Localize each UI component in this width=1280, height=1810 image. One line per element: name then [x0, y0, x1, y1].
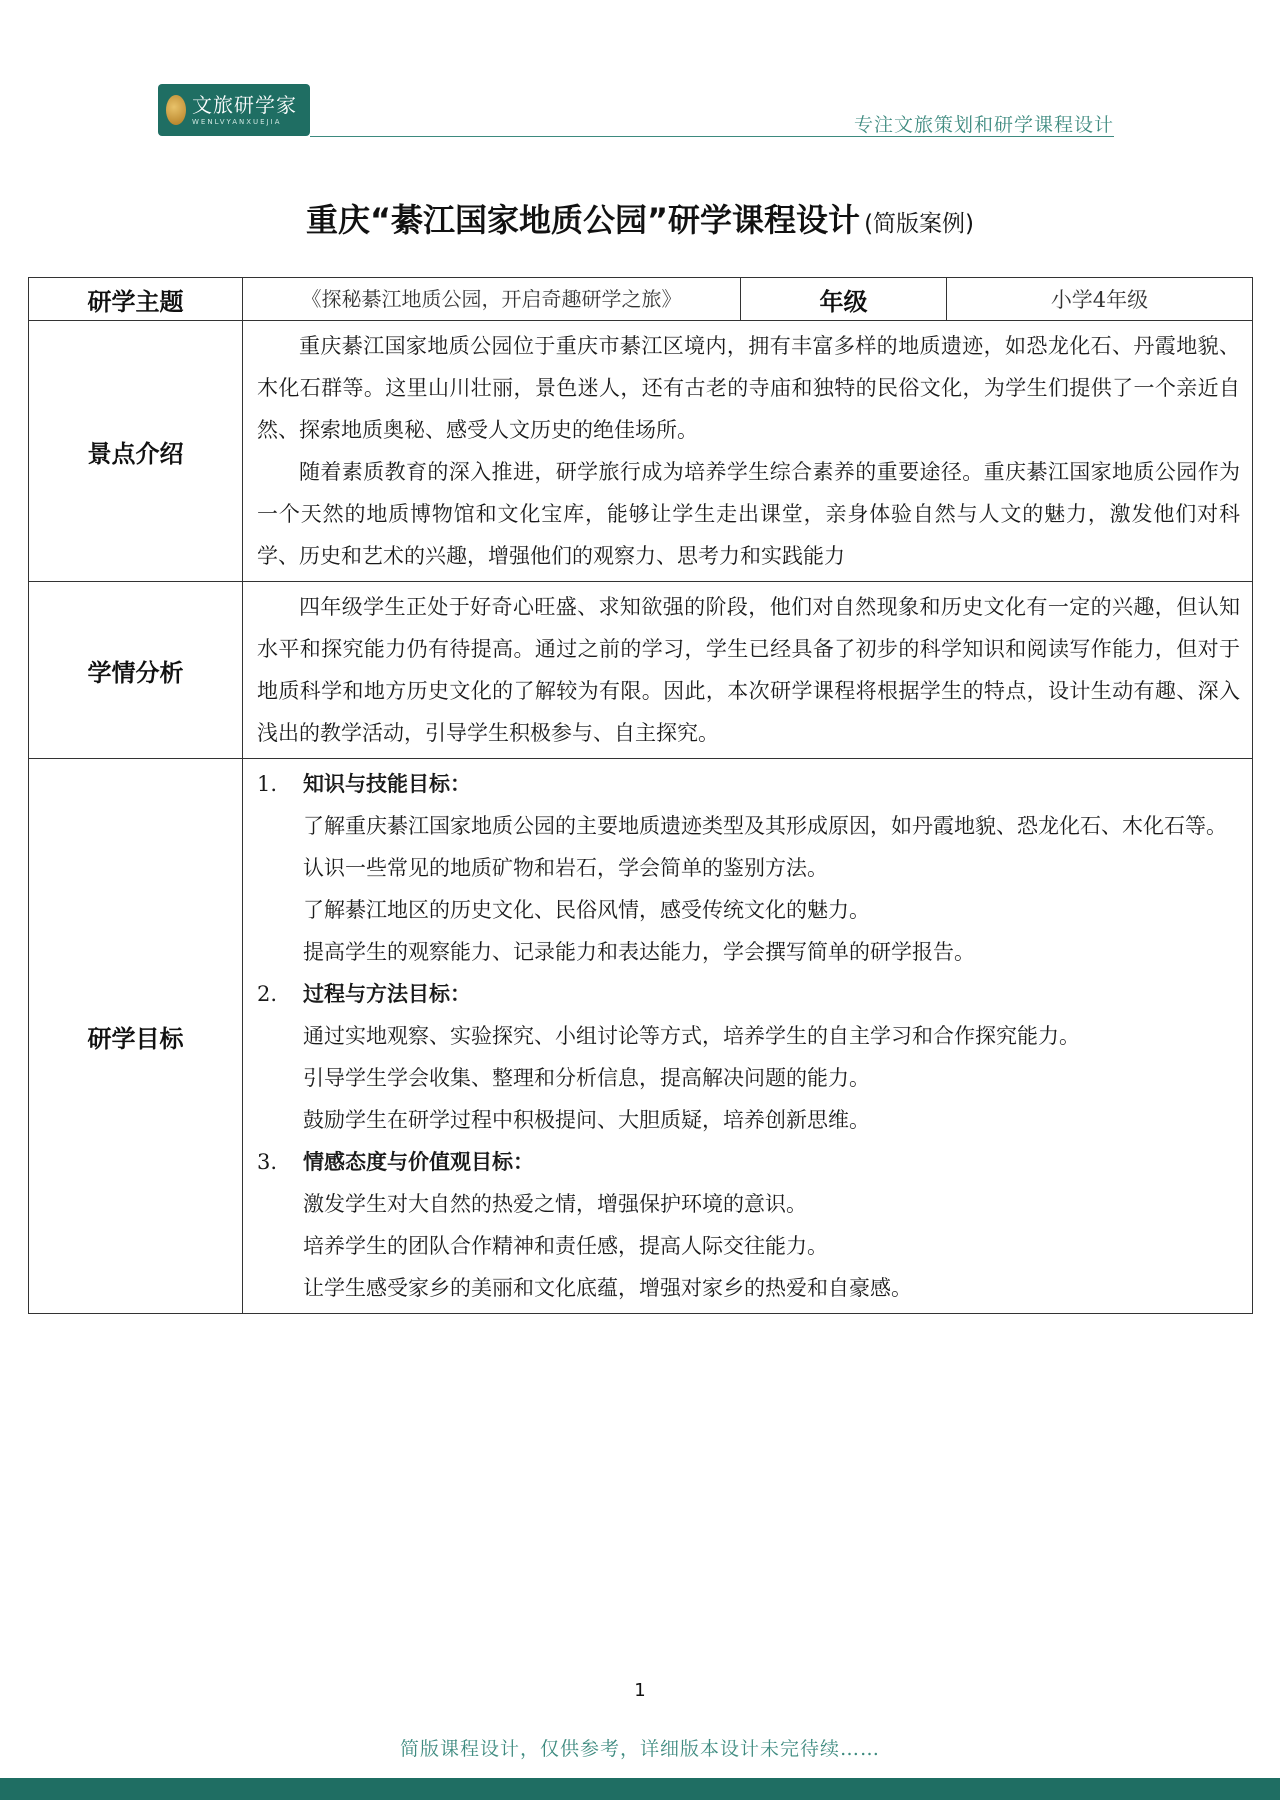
goal-item: 了解綦江地区的历史文化、民俗风情，感受传统文化的魅力。 — [303, 898, 870, 922]
brand-logo — [158, 84, 310, 136]
topic-label: 研学主题 — [29, 278, 243, 321]
intro-content — [243, 321, 1253, 582]
footer-note: 简版课程设计，仅供参考，详细版本设计未完待续…… — [399, 1738, 880, 1760]
grade-value: 小学4年级 — [947, 278, 1253, 321]
goal-item: 通过实地观察、实验探究、小组讨论等方式，培养学生的自主学习和合作探究能力。 — [303, 1024, 1080, 1048]
goal-item: 提高学生的观察能力、记录能力和表达能力，学会撰写简单的研学报告。 — [303, 940, 975, 964]
goal-title: 知识与技能目标： — [303, 771, 471, 796]
goal-number: 1. — [257, 772, 278, 796]
goal-number: 2. — [257, 982, 278, 1006]
goal-title: 情感态度与价值观目标： — [303, 1149, 534, 1174]
analysis-row — [29, 582, 1253, 759]
goals-label: 研学目标 — [29, 759, 243, 1314]
goals-content — [243, 759, 1253, 1314]
goal-item: 引导学生学会收集、整理和分析信息，提高解决问题的能力。 — [303, 1066, 870, 1090]
goal-item: 培养学生的团队合作精神和责任感，提高人际交往能力。 — [303, 1234, 828, 1258]
goal-item: 了解重庆綦江国家地质公园的主要地质遗迹类型及其形成原因，如丹霞地貌、恐龙化石、木化石等。 — [303, 814, 1227, 838]
analysis-content — [243, 582, 1253, 759]
course-table — [28, 277, 1253, 1314]
title-subtitle: (简版案例) — [864, 211, 975, 237]
goal-heading — [257, 763, 1240, 805]
intro-row — [29, 321, 1253, 582]
intro-paragraph: 随着素质教育的深入推进，研学旅行成为培养学生综合素养的重要途径。重庆綦江国家地质公园作为一个天然的地质博物馆和文化宝库，能够让学生走出课堂，亲身体验自然与人文的魅力，激发他们对科学、历史和艺术的兴趣，增强他们的观察力、思考力和实践能力 — [257, 460, 1240, 568]
logo-chinese-name: 文旅研学家 — [192, 92, 297, 117]
header-tagline: 专注文旅策划和研学课程设计 — [853, 114, 1114, 136]
grade-label: 年级 — [741, 278, 947, 321]
page-number: 1 — [634, 1680, 646, 1701]
goal-item: 鼓励学生在研学过程中积极提问、大胆质疑，培养创新思维。 — [303, 1108, 870, 1132]
title-main: 重庆“綦江国家地质公园”研学课程设计 — [305, 201, 861, 239]
footer-bar — [0, 1778, 1280, 1800]
page-header — [0, 0, 1280, 140]
intro-label: 景点介绍 — [29, 321, 243, 582]
goal-item: 激发学生对大自然的热爱之情，增强保护环境的意识。 — [303, 1192, 807, 1216]
analysis-paragraph: 四年级学生正处于好奇心旺盛、求知欲强的阶段，他们对自然现象和历史文化有一定的兴趣，但认知水平和探究能力仍有待提高。通过之前的学习，学生已经具备了初步的科学知识和阅读写作能力，但对于地质科学和地方历史文化的了解较为有限。因此，本次研学课程将根据学生的特点，设计生动有趣、深入浅出的教学活动，引导学生积极参与、自主探究。 — [257, 595, 1240, 745]
goals-row — [29, 759, 1253, 1314]
topic-row — [29, 278, 1253, 321]
goal-heading — [257, 973, 1240, 1015]
goal-number: 3. — [257, 1150, 278, 1174]
goal-heading — [257, 1141, 1240, 1183]
goal-title: 过程与方法目标： — [303, 981, 471, 1006]
topic-value: 《探秘綦江地质公园，开启奇趣研学之旅》 — [243, 278, 741, 321]
logo-emblem-icon — [166, 95, 186, 125]
intro-paragraph: 重庆綦江国家地质公园位于重庆市綦江区境内，拥有丰富多样的地质遗迹，如恐龙化石、丹霞地貌、木化石群等。这里山川壮丽，景色迷人，还有古老的寺庙和独特的民俗文化，为学生们提供了一个亲近自然、探索地质奥秘、感受人文历史的绝佳场所。 — [257, 334, 1240, 442]
analysis-label: 学情分析 — [29, 582, 243, 759]
document-title — [0, 195, 1280, 241]
goal-item: 认识一些常见的地质矿物和岩石，学会简单的鉴别方法。 — [303, 856, 828, 880]
logo-english-name: WENLVYANXUEJIA — [192, 117, 282, 126]
goal-item: 让学生感受家乡的美丽和文化底蕴，增强对家乡的热爱和自豪感。 — [303, 1276, 912, 1300]
